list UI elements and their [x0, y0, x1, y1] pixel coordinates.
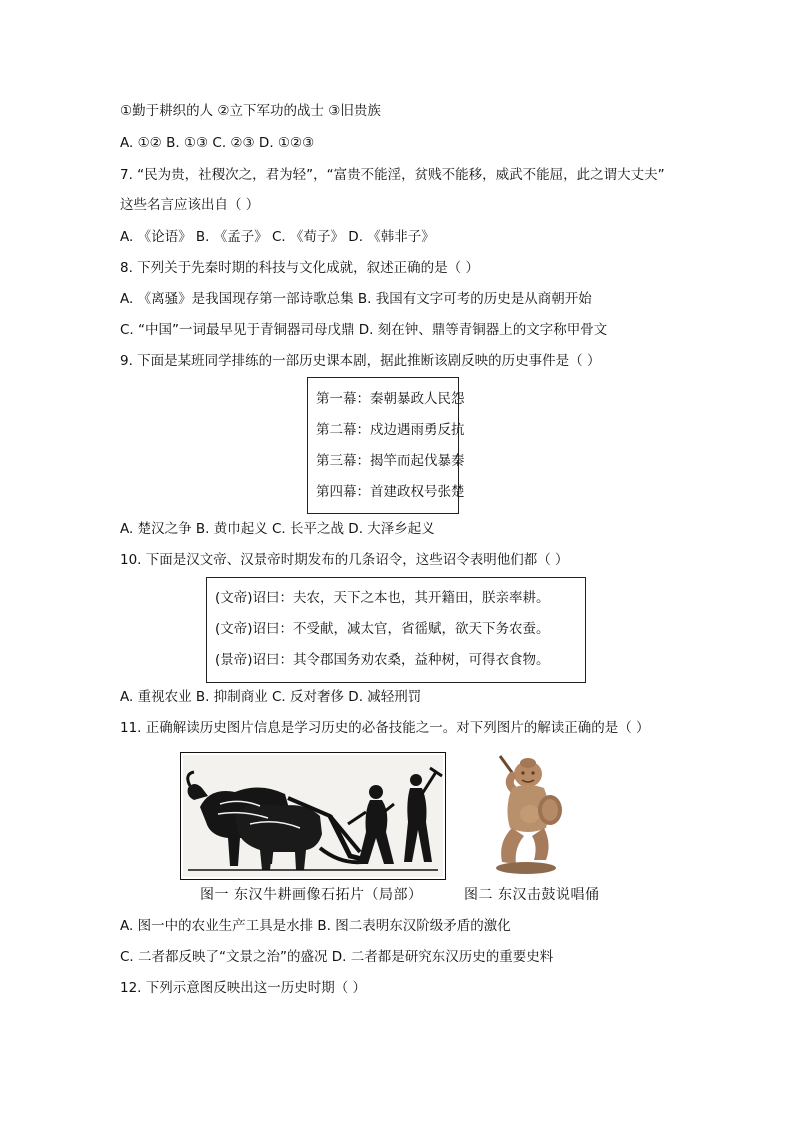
q10-edicts-box: [206, 577, 586, 683]
q8-stem: 8. 下列关于先秦时期的科技与文化成就，叙述正确的是（ ）: [120, 260, 479, 276]
figure1-caption: 图一 东汉牛耕画像石拓片（局部）: [200, 887, 423, 903]
q10-edict-3: (景帝)诏曰：其令郡国务劝农桑，益种树，可得衣食物。: [215, 652, 550, 668]
q9-stem: 9. 下面是某班同学排练的一部历史课本剧，据此推断该剧反映的历史事件是（ ）: [120, 353, 601, 369]
q8-answers-line1: A. 《离骚》是我国现存第一部诗歌总集 B. 我国有文字可考的历史是从商朝开始: [120, 291, 592, 307]
drumming-storyteller-figurine-graphic: [478, 748, 576, 880]
q9-act-4: 第四幕：首建政权号张楚: [316, 484, 465, 500]
q10-edict-2: (文帝)诏曰：不受献，减太官，省徭赋，欲天下务农蚕。: [215, 621, 550, 637]
drumming-storyteller-figurine-image: [478, 748, 576, 880]
q12-stem: 12. 下列示意图反映出这一历史时期（ ）: [120, 980, 367, 996]
q8-answers-line2: C. “中国”一词最早见于青铜器司母戊鼎 D. 刻在钟、鼎等青铜器上的文字称甲骨文: [120, 322, 608, 338]
q9-answer-choices: A. 楚汉之争 B. 黄巾起义 C. 长平之战 D. 大泽乡起义: [120, 521, 435, 537]
q6-options-list: ①勤于耕织的人 ②立下军功的战士 ③旧贵族: [120, 103, 381, 119]
q9-play-acts-box: [307, 377, 465, 514]
figure2-caption: 图二 东汉击鼓说唱俑: [464, 887, 600, 903]
q10-edict-1: (文帝)诏曰：夫农，天下之本也，其开籍田，朕亲率耕。: [215, 590, 550, 606]
q9-act-3: 第三幕：揭竿而起伐暴秦: [316, 453, 465, 469]
q9-act-1: 第一幕：秦朝暴政人民怨: [316, 391, 465, 407]
q11-answers-line2: C. 二者都反映了“文景之治”的盛况 D. 二者都是研究东汉历史的重要史料: [120, 949, 554, 965]
q11-answers-line1: A. 图一中的农业生产工具是水排 B. 图二表明东汉阶级矛盾的激化: [120, 918, 511, 934]
q9-act-2: 第二幕：戍边遇雨勇反抗: [316, 422, 465, 438]
ox-plowing-rubbing-graphic: [180, 752, 446, 880]
q10-answer-choices: A. 重视农业 B. 抑制商业 C. 反对奢侈 D. 减轻刑罚: [120, 689, 422, 705]
q10-stem: 10. 下面是汉文帝、汉景帝时期发布的几条诏令，这些诏令表明他们都（ ）: [120, 552, 569, 568]
q6-answer-choices: A. ①② B. ①③ C. ②③ D. ①②③: [120, 135, 315, 151]
ox-plowing-rubbing-image: [180, 752, 446, 880]
q7-answer-choices: A. 《论语》 B. 《孟子》 C. 《荀子》 D. 《韩非子》: [120, 229, 435, 245]
q11-stem: 11. 正确解读历史图片信息是学习历史的必备技能之一。对下列图片的解读正确的是（ ）: [120, 720, 650, 736]
q7-stem-line1: 7. “民为贵，社稷次之，君为轻”，“富贵不能淫，贫贱不能移，威武不能屈，此之谓大丈夫”: [120, 167, 665, 183]
q7-stem-line2: 这些名言应该出自（ ）: [120, 197, 260, 213]
